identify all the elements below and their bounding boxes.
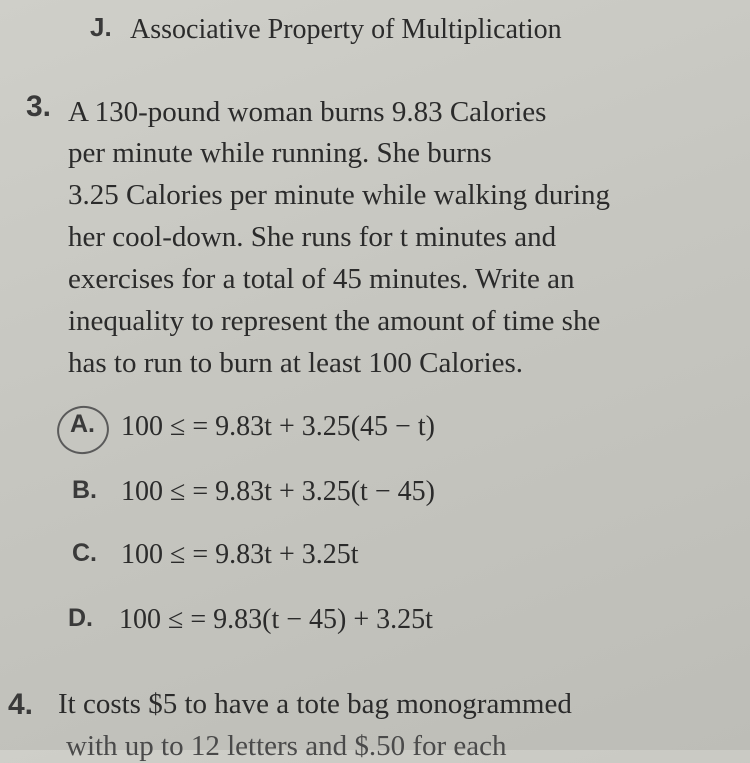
question-3-line: her cool-down. She runs for t minutes and [68, 221, 557, 253]
previous-choice-text: Associative Property of Multiplication [130, 14, 562, 45]
previous-choice-label: J. [90, 12, 112, 42]
question-3-number: 3. [26, 90, 52, 123]
option-b-text[interactable]: 100 ≤ = 9.83t + 3.25(t − 45) [121, 476, 435, 507]
question-3-line: per minute while running. She burns [68, 137, 492, 169]
question-4-line: It costs $5 to have a tote bag monogrammed [58, 688, 572, 720]
question-4-number: 4. [8, 688, 34, 721]
question-3-line: has to run to burn at least 100 Calories. [68, 347, 524, 379]
question-3-line: 3.25 Calories per minute while walking during [68, 179, 611, 211]
option-a-text[interactable]: 100 ≤ = 9.83t + 3.25(45 − t) [121, 411, 435, 442]
question-3-line: exercises for a total of 45 minutes. Write an [68, 263, 575, 295]
option-a-label[interactable]: A. [70, 410, 95, 438]
option-b-label[interactable]: B. [72, 476, 97, 504]
question-3-line: A 130-pound woman burns 9.83 Calories [68, 96, 547, 128]
question-3-line: inequality to represent the amount of time she [68, 305, 601, 337]
option-c-label[interactable]: C. [72, 539, 97, 567]
option-d-text[interactable]: 100 ≤ = 9.83(t − 45) + 3.25t [119, 604, 433, 635]
option-d-label[interactable]: D. [68, 604, 93, 632]
question-4-cut-line: with up to 12 letters and $.50 for each [66, 730, 507, 762]
option-c-text[interactable]: 100 ≤ = 9.83t + 3.25t [121, 539, 359, 570]
